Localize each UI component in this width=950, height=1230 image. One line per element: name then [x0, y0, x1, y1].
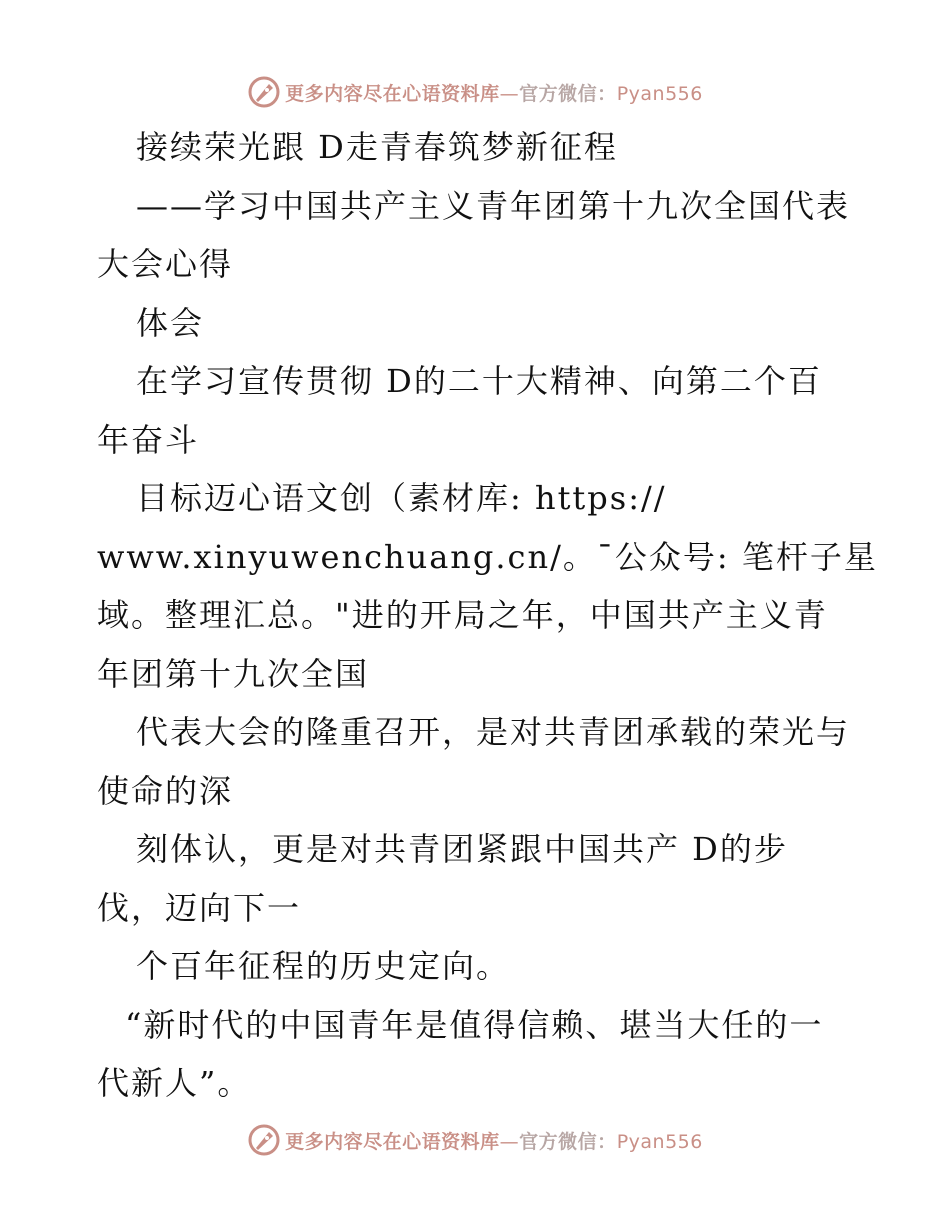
doc-line: 代新人”。	[97, 1064, 252, 1102]
doc-line: 体会	[136, 303, 205, 342]
watermark-main-text: 更多内容尽在心语资料库	[285, 1130, 500, 1153]
doc-line: 代表大会的隆重召开，是对共青团承载的荣光与	[136, 713, 851, 751]
watermark-separator: —	[499, 1130, 520, 1153]
doc-line: 年奋斗	[97, 420, 200, 459]
document-body	[97, 118, 887, 1113]
doc-line: 个百年征程的历史定向。	[136, 947, 511, 985]
doc-line: 目标迈心语文创（素材库: https://	[136, 479, 667, 517]
header-watermark	[0, 72, 950, 112]
doc-line: 在学习宣传贯彻 D的二十大精神、向第二个百	[136, 362, 822, 400]
pen-nib-logo-icon	[247, 1123, 281, 1157]
doc-line: 使命的深	[97, 771, 234, 810]
pen-nib-logo-icon	[247, 75, 281, 109]
doc-line-subtitle: ——学习中国共产主义青年团第十九次全国代表	[136, 186, 851, 225]
doc-line: 域。整理汇总。"进的开局之年，中国共产主义青	[97, 596, 828, 634]
doc-line: 刻体认，更是对共青团紧跟中国共产 D的步	[136, 830, 788, 868]
watermark-sub-text: 官方微信：	[519, 82, 617, 105]
watermark-main-text: 更多内容尽在心语资料库	[285, 82, 500, 105]
watermark-sub-text: 官方微信：	[519, 1130, 617, 1153]
doc-line: www.xinyuwenchuang.cn/。¯公众号: 笔杆子星	[97, 537, 878, 576]
watermark-separator: —	[499, 82, 520, 105]
watermark-wechat-id: Pyan556	[616, 1130, 703, 1153]
doc-line: 年团第十九次全国	[97, 654, 370, 693]
doc-line: 大会心得	[97, 245, 234, 283]
doc-line: 伐，迈向下一	[97, 888, 302, 927]
footer-watermark	[0, 1120, 950, 1160]
watermark-wechat-id: Pyan556	[616, 82, 703, 105]
doc-line-quote: “新时代的中国青年是值得信赖、堪当大任的一	[125, 1005, 824, 1044]
doc-line-title: 接续荣光跟 D走青春筑梦新征程	[136, 128, 618, 166]
